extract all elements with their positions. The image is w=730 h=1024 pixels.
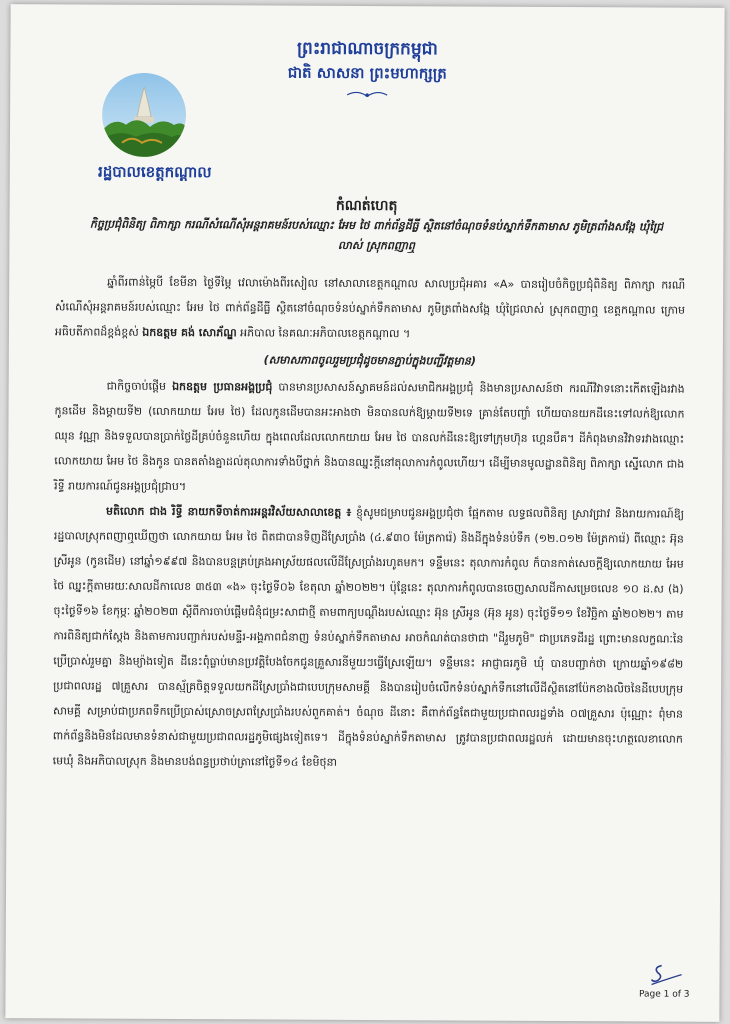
chairperson-title: ឯកឧត្តម ប្រធានអង្គប្រជុំ: [172, 379, 273, 394]
paragraph-text: បានមានប្រសាសន៍ស្វាគមន៍ដល់សមាជិកអង្គប្រជុំ និងមានប្រសាសន៍ថា ករណីវិវាទនោះកើតឡើងរវាងកូនដើម និងម្ដាយទី២ (លោកយាយ អែម ថៃ) ដែលកូនដើមបានអះអាងថា មិនបានលក់ឱ្យម្ដាយទី២ទេ គ្រាន់តែបញ្ចាំ ហើយបានយកដីនេះទៅលក់ឱ្យលោក ឈុន វណ្ណា និងទទួលបានប្រាក់ថ្លៃដីគ្រប់ចំនួនហើយ ក្នុងពេលដែលលោកយាយ អែម ថៃ បានលក់ដីនេះឱ្យទៅក្រុមហ៊ុន ហ្គេនបឹគ។ ដីកំពុងមានវិវាទរវាងឈ្មោះ លោកយាយ អែម ថៃ និងកូន បានតតាំងគ្នាដល់តុលាការទាំងបីថ្នាក់ និងបានឈ្នះក្ដីនៅតុលាការកំពូលហើយ។ ដើម្បីមានមូលដ្ឋានពិនិត្យ ពិភាក្សា ស្នើលោក ជាង រិទ្ធី រាយការណ៍ជូនអង្គប្រជុំជ្រាប។: [54, 380, 685, 494]
paragraph-chair-remarks: [54, 373, 685, 501]
paragraph-director-opinion: [53, 498, 684, 776]
chairperson-name: ឯកឧត្តម គង់ សោភ័ណ្ឌ: [142, 325, 237, 340]
paragraph-opening: [55, 269, 685, 347]
document-body: [53, 269, 686, 776]
motto-heading: ជាតិ សាសនា ព្រះមហាក្សត្រ: [287, 63, 447, 83]
paragraph-text: ខ្ញុំសូមជម្រាបជូនអង្គប្រជុំថា ផ្អែកតាម លទ្ធផលពិនិត្យ ស្រាវជ្រាវ និងរាយការណ៍ឱ្យរដ្ឋបាលស្រុកពញាឮឃើញថា លោកយាយ អែម ថៃ ពិតជាបានទិញដីស្រែប្រាំង (៤.៩៣០ ម៉ែត្រការ៉េ) និងដីក្នុងទំនប់ទឹក (១២.០១២ ម៉ែត្រការ៉េ) ពីឈ្មោះ អ៊ុន ស្រីអូន (កូនដើម) នៅឆ្នាំ១៩៩៧ និងបានបន្តគ្រប់គ្រងអាស្រ័យផលលើដីស្រែប្រាំងរហូតមក។ ទន្ទឹមនេះ តុលាការកំពូល ក៏បានកាត់សេចក្ដីឱ្យលោកយាយ អែម ថៃ ឈ្នះក្ដីតាមរយៈសាលដីកាលេខ ៣៥៣ «ង» ចុះថ្ងៃទី០៦ ខែតុលា ឆ្នាំ២០២២។ ប៉ុន្តែនេះ តុលាការកំពូលបានចេញសាលដីកាសម្រេចលេខ ១០ ដ.ស (ង) ចុះថ្ងៃទី១៦ ខែកុម្ភៈ ឆ្នាំ២០២៣ ស្ដីពីការចាប់ផ្ដើមជំនុំជម្រះសាជាថ្មី តាមពាក្យបណ្ដឹងរបស់ឈ្មោះ អ៊ុន ស្រីអូន (អ៊ុន អូន) ចុះថ្ងៃទី១១ ខែវិច្ឆិកា ឆ្នាំ២០២២។ តាមការពិនិត្យជាក់ស្ដែង និងតាមការបញ្ជាក់របស់មន្ទីរ-អង្គភាពជំនាញ ទំនប់ស្នាក់ទឹកតាមាស អាចកំណត់បានថាជា "ដីរួមភូមិ" ជាប្រភេទដីរដ្ឋ ព្រោះមានលក្ខណៈនៃប្រើប្រាស់រួមគ្នា និងម្យ៉ាងទៀត ដីនេះពុំធ្លាប់មានប្រវត្តិបែងចែកជូនគ្រួសារនីមួយៗធ្វើស្រែឡើយ។ ទន្ទឹមនេះ អាជ្ញាធរភូមិ ឃុំ បានបញ្ជាក់ថា ក្រោយឆ្នាំ១៩៨២ ប្រជាពលរដ្ឋ ៧គ្រួសារ បានស្ម័គ្រចិត្តទទួលយកដីស្រែប្រាំងជាបេបក្រុមសាមគ្គី និងបានរៀបចំលើកទំនប់ស្នាក់ទឹកនៅលើដីស្ថិតនៅប៉ែកខាងលិចនៃដីបេបក្រុមសាមគ្គី សម្រាប់ជាប្រភពទឹកប្រើប្រាស់ស្រោចស្រពស្រែប្រាំងរបស់ពួកគាត់។ ចំណុច ដីនោះ គឺពាក់ព័ន្ធតែជាមួយប្រជាពលរដ្ឋទាំង ០៧គ្រួសារ ប៉ុណ្ណោះ ពុំមានពាក់ព័ន្ធនិងមិនដែលមានទំនាស់ជាមួយប្រជាពលរដ្ឋភូមិផ្សេងទៀតទេ។ ដីក្នុងទំនប់ស្នាក់ទឹកតាមាស ត្រូវបានប្រជាពលរដ្ឋលក់ ដោយមានចុះហត្ថលេខាលោកមេឃុំ និងអភិបាលស្រុក និងមានបង់ពន្ធប្រថាប់ត្រានៅថ្ងៃទី១៤ ខែមិថុនា: [52, 505, 685, 769]
administration-name: រដ្ឋបាលខេត្តកណ្ដាល: [97, 162, 212, 182]
kingdom-heading: ព្រះរាជាណាចក្រកម្ពុជា: [296, 38, 438, 60]
paragraph-text: ជាកិច្ចចាប់ផ្ដើម: [106, 379, 167, 393]
document-page: [5, 4, 724, 1022]
provincial-logo-icon: [102, 73, 186, 157]
paragraph-text: ឆ្នាំពីរពាន់ម្ភៃបី ខែមីនា ថ្ងៃទីម្ភៃ វេលាម៉ោងពីរសៀល នៅសាលាខេត្តកណ្ដាល សាលប្រជុំអគារ «A» បានរៀបចំកិច្ចប្រជុំពិនិត្យ ពិភាក្សា ករណីសំណើសុំអន្តរាគមន៍របស់ឈ្មោះ អែម ថៃ ពាក់ព័ន្ធដីធ្លី ស្ថិតនៅចំណុចទំនប់ស្នាក់ទឹកតាមាស ភូមិត្រពាំងសង្កែ ឃុំជ្រៃលាស់ ស្រុកពញាឮ ខេត្តកណ្ដាល ក្រោមអធិបតីភាពដ៏ខ្ពង់ខ្ពស់: [54, 275, 686, 339]
handwritten-initial-icon: [648, 961, 684, 987]
paragraph-text: អភិបាល នៃគណៈអភិបាលខេត្តកណ្ដាល ។: [240, 326, 411, 341]
document-subject: កិច្ចប្រជុំពិនិត្យ ពិភាក្សា ករណីសំណើសុំអន្តរាគមន៍របស់ឈ្មោះ អែម ថៃ ពាក់ព័ន្ធដីធ្លី ស្ថិតនៅចំណុចទំនប់ស្នាក់ទឹកតាមាស ភូមិត្រពាំងសង្កែ ឃុំជ្រៃលាស់ ស្រុកពញាឮ: [89, 217, 664, 253]
speaker-label: មតិលោក ជាង រិទ្ធី នាយកទីចាត់ការអន្តរវិស័យសាលាខេត្ត ៖: [105, 504, 352, 519]
attendance-note: (សមាសភាពចូលរួមប្រជុំដូចមានភ្ជាប់ក្នុងបញ្ជីវត្តមាន): [263, 353, 477, 368]
page-number: Page 1 of 3: [638, 989, 690, 1000]
ornament-divider-icon: [345, 90, 389, 100]
document-title: កំណត់ហេតុ: [335, 197, 398, 215]
